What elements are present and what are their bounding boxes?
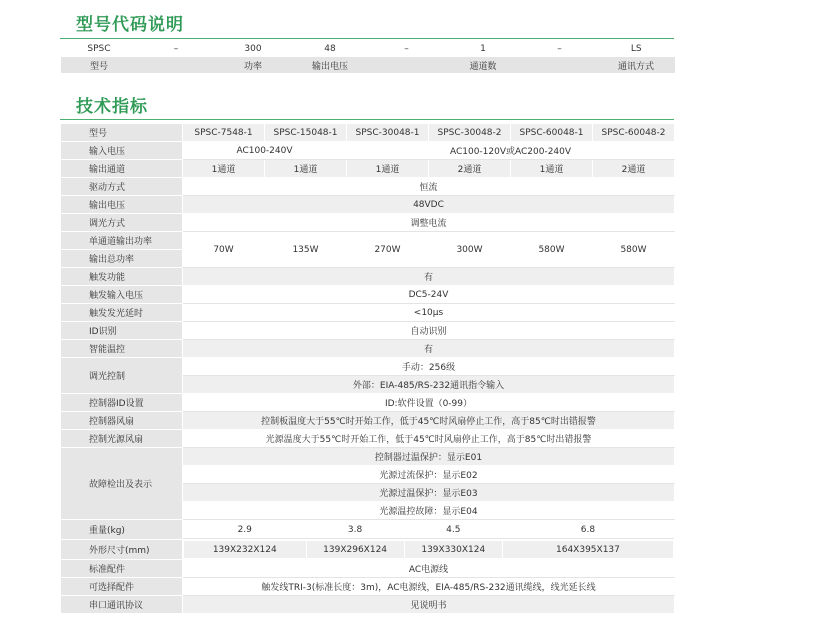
power-cell: 580W (511, 232, 593, 268)
spec-label: 控制器ID设置 (61, 394, 183, 412)
dimension-cell: 139X330X124 (404, 541, 502, 559)
power-cell: 300W (429, 232, 511, 268)
spec-row-light-fan (61, 430, 675, 448)
spec-value: 控制器过温保护：显示E01 (183, 448, 675, 466)
model-cell: SPSC-30048-1 (347, 124, 429, 142)
spec-row-trigger (61, 268, 675, 286)
spec-value: AC100-240V (183, 142, 347, 160)
spec-value: 调整电流 (183, 214, 675, 232)
weight-cell: 6.8 (502, 521, 673, 539)
spec-value: 自动识别 (183, 322, 675, 340)
spec-value: AC电源线 (183, 560, 675, 578)
model-code-title: 型号代码说明 (76, 15, 184, 35)
spec-label: 单通道输出功率 (61, 232, 183, 250)
spec-value: 48VDC (183, 196, 675, 214)
model-cell: SPSC-60048-1 (511, 124, 593, 142)
power-cell: 70W (183, 232, 265, 268)
spec-value: 光源过温保护：显示E03 (183, 484, 675, 502)
spec-value: 有 (183, 268, 675, 286)
power-cell: 135W (265, 232, 347, 268)
spec-label: 输入电压 (61, 142, 183, 160)
model-cell: SPSC-7548-1 (183, 124, 265, 142)
code-label: 通讯方式 (598, 57, 675, 73)
channel-cell: 2通道 (429, 160, 511, 178)
spec-row-temp (61, 340, 675, 358)
dimension-cell: 139X232X124 (184, 541, 307, 559)
spec-label: 触发输入电压 (61, 286, 183, 304)
spec-title: 技术指标 (76, 97, 148, 117)
spec-value: 外部：EIA-485/RS-232通讯指令输入 (183, 376, 675, 394)
code-value: – (369, 41, 445, 57)
spec-label: 可选择配件 (61, 578, 183, 596)
spec-label: 串口通讯协议 (61, 596, 183, 614)
model-cell: SPSC-15048-1 (265, 124, 347, 142)
spec-row-ctrl-fan (61, 412, 675, 430)
code-label: 型号 (61, 57, 138, 73)
spec-table (60, 123, 675, 614)
spec-value: DC5-24V (183, 286, 675, 304)
spec-row-id (61, 322, 675, 340)
spec-label: 调光方式 (61, 214, 183, 232)
spec-row-trigger-voltage (61, 286, 675, 304)
code-label: 功率 (215, 57, 292, 73)
spec-row-dimming-mode (61, 214, 675, 232)
spec-label: 重量(kg) (61, 520, 183, 540)
spec-row-serial (61, 596, 675, 614)
spec-value: 光源过流保护：显示E02 (183, 466, 675, 484)
channel-cell: 2通道 (593, 160, 675, 178)
spec-value: 控制板温度大于55℃时开始工作，低于45℃时风扇停止工作，高于85℃时出错报警 (183, 412, 675, 430)
spec-value: 光源温控故障：显示E04 (183, 502, 675, 520)
dimension-cell: 139X296X124 (306, 541, 404, 559)
spec-label: 触发发光延时 (61, 304, 183, 322)
spec-label: 智能温控 (61, 340, 183, 358)
power-cell: 580W (593, 232, 675, 268)
channel-cell: 1通道 (183, 160, 265, 178)
spec-row-drive (61, 178, 675, 196)
spec-label: 型号 (61, 124, 183, 142)
code-value: LS (598, 41, 675, 57)
spec-value: 手动：256级 (183, 358, 675, 376)
spec-row-weight (61, 520, 675, 540)
code-value: 1 (445, 41, 522, 57)
spec-row-dimensions (61, 540, 675, 560)
spec-value: ID:软件设置（0-99） (183, 394, 675, 412)
code-label (138, 57, 215, 73)
spec-row-output-voltage (61, 196, 675, 214)
spec-value: AC100-120V或AC200-240V (347, 142, 675, 160)
code-label (369, 57, 445, 73)
spec-row-fault-1 (61, 448, 675, 466)
model-cell: SPSC-30048-2 (429, 124, 511, 142)
spec-row-dimming-control-1 (61, 358, 675, 376)
spec-label: 触发功能 (61, 268, 183, 286)
weight-cell: 2.9 (184, 521, 307, 539)
spec-label: 驱动方式 (61, 178, 183, 196)
weight-cell: 4.5 (404, 521, 502, 539)
dimension-cell: 164X395X137 (502, 541, 673, 559)
spec-label: 外形尺寸(mm) (61, 540, 183, 560)
spec-row-trigger-delay (61, 304, 675, 322)
spec-value: 有 (183, 340, 675, 358)
channel-cell: 1通道 (511, 160, 593, 178)
code-label (522, 57, 598, 73)
spec-label: ID识别 (61, 322, 183, 340)
spec-row-standard-acc (61, 560, 675, 578)
spec-value: <10μs (183, 304, 675, 322)
weight-cell: 3.8 (306, 521, 404, 539)
spec-label: 控制光源风扇 (61, 430, 183, 448)
spec-row-input-voltage (61, 142, 675, 160)
spec-label: 输出电压 (61, 196, 183, 214)
code-value: – (522, 41, 598, 57)
spec-value: 恒流 (183, 178, 675, 196)
spec-row-power-1 (61, 232, 675, 250)
channel-cell: 1通道 (265, 160, 347, 178)
spec-value: 见说明书 (183, 596, 675, 614)
model-cell: SPSC-60048-2 (593, 124, 675, 142)
spec-label: 控制器风扇 (61, 412, 183, 430)
spec-label: 输出总功率 (61, 250, 183, 268)
code-label: 输出电压 (292, 57, 369, 73)
spec-row-id-setting (61, 394, 675, 412)
spec-value: 触发线TRI-3(标准长度：3m)，AC电源线，EIA-485/RS-232通讯缆线，线光延长线 (183, 578, 675, 596)
divider (60, 119, 674, 120)
spec-label: 故障检出及表示 (61, 448, 183, 520)
spec-label: 标准配件 (61, 560, 183, 578)
code-value: 48 (292, 41, 369, 57)
spec-row-model (61, 124, 675, 142)
spec-row-optional-acc (61, 578, 675, 596)
code-value: – (138, 41, 215, 57)
divider (60, 38, 674, 39)
spec-label: 调光控制 (61, 358, 183, 394)
spec-label: 输出通道 (61, 160, 183, 178)
code-value: 300 (215, 41, 292, 57)
model-code-table (60, 41, 675, 73)
spec-row-channels (61, 160, 675, 178)
code-value: SPSC (61, 41, 138, 57)
channel-cell: 1通道 (347, 160, 429, 178)
code-label: 通道数 (445, 57, 522, 73)
spec-value: 光源温度大于55℃时开始工作，低于45℃时风扇停止工作，高于85℃时出错报警 (183, 430, 675, 448)
power-cell: 270W (347, 232, 429, 268)
